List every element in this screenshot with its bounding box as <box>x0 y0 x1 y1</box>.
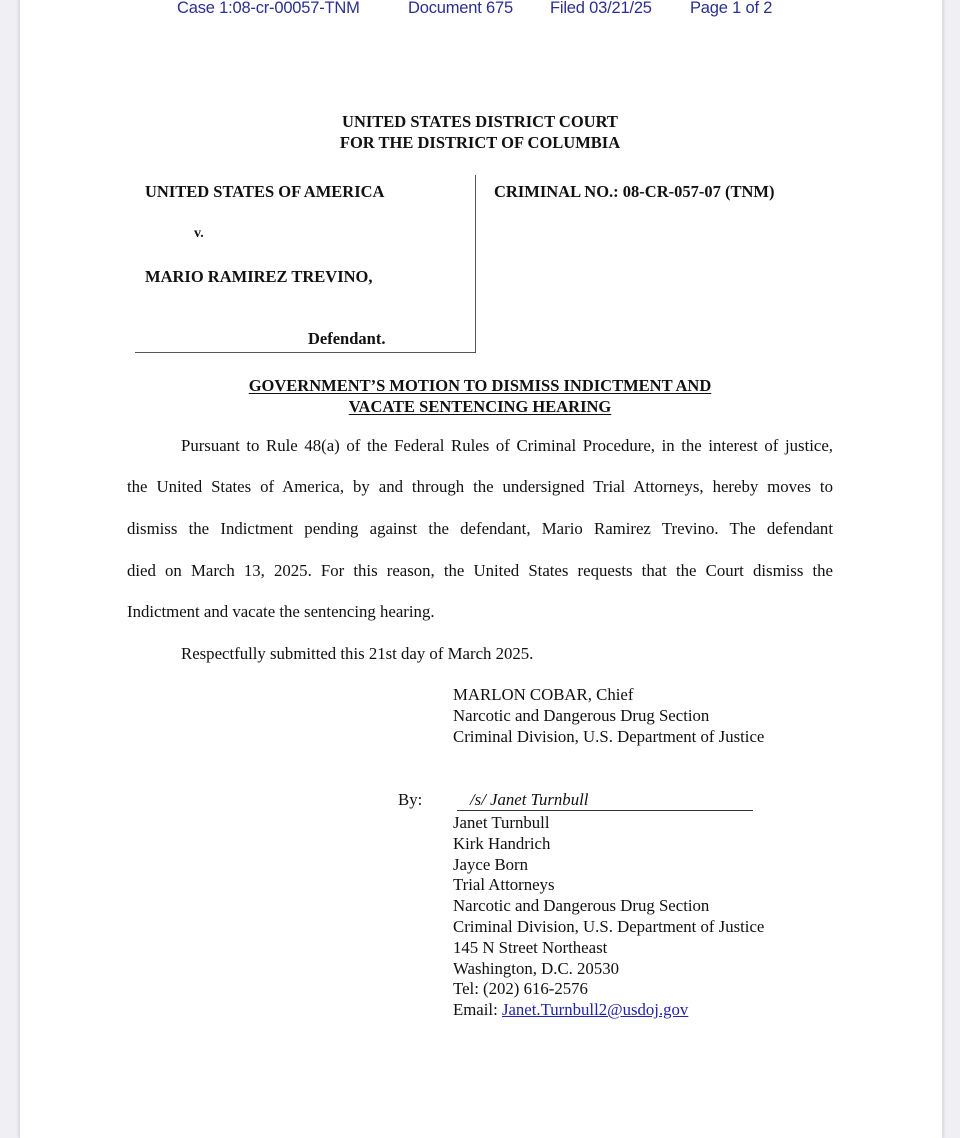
signature-line <box>457 790 753 811</box>
body-line-2: the United States of America, by and through the undersigned Trial Attorneys, hereby moves to <box>127 477 833 496</box>
chief-line-3: Criminal Division, U.S. Department of Justice <box>453 726 765 746</box>
by-label: By: <box>398 790 423 809</box>
chief-line-2: Narcotic and Dangerous Drug Section <box>453 705 710 725</box>
page-indicator: Page 1 of 2 <box>690 0 773 17</box>
criminal-number: CRIMINAL NO.: 08-CR-057-07 (TNM) <box>494 182 775 201</box>
submission-date: Respectfully submitted this 21st day of March 2025. <box>181 644 534 663</box>
court-name <box>0 111 960 153</box>
attorney-line: Trial Attorneys <box>453 875 555 895</box>
attorney-block <box>453 813 764 1021</box>
document-number: Document 675 <box>408 0 513 17</box>
email-link[interactable]: Janet.Turnbull2@usdoj.gov <box>501 1000 689 1020</box>
case-number: Case 1:08-cr-00057-TNM <box>177 0 360 17</box>
caption-defendant-label: Defendant. <box>308 329 386 348</box>
attorney-line: 145 N Street Northeast <box>453 937 608 957</box>
attorney-line: Narcotic and Dangerous Drug Section <box>453 896 710 916</box>
caption-versus: v. <box>194 226 204 241</box>
motion-title-line-1: GOVERNMENT’S MOTION TO DISMISS INDICTMENT AND <box>248 376 712 395</box>
email-label: Email: <box>453 1000 502 1020</box>
attorney-line: Jayce Born <box>453 854 529 874</box>
attorney-line: Criminal Division, U.S. Department of Justice <box>453 916 765 936</box>
body-line-1: Pursuant to Rule 48(a) of the Federal Rules of Criminal Procedure, in the interest of justice, <box>181 436 833 455</box>
caption-defendant-name: MARIO RAMIREZ TREVINO, <box>145 267 373 286</box>
motion-title <box>0 375 960 417</box>
attorney-line: Kirk Handrich <box>453 833 551 853</box>
caption-divider-horizontal <box>135 352 476 353</box>
caption-divider-vertical <box>475 175 476 353</box>
electronic-signature: /s/ Janet Turnbull <box>470 790 589 809</box>
court-line-2: FOR THE DISTRICT OF COLUMBIA <box>339 133 621 152</box>
body-line-5: Indictment and vacate the sentencing hearing. <box>127 602 435 621</box>
body-line-4: died on March 13, 2025. For this reason, the United States requests that the Court dismiss the <box>127 561 833 580</box>
attorney-line: Janet Turnbull <box>453 813 550 832</box>
filed-date: Filed 03/21/25 <box>550 0 652 17</box>
body-line-3: dismiss the Indictment pending against the defendant, Mario Ramirez Trevino. The defendant <box>127 519 833 538</box>
caption-plaintiff: UNITED STATES OF AMERICA <box>145 182 385 201</box>
chief-line-1: MARLON COBAR, Chief <box>453 685 634 704</box>
court-line-1: UNITED STATES DISTRICT COURT <box>342 112 618 131</box>
attorney-line: Washington, D.C. 20530 <box>453 958 619 978</box>
motion-title-line-2: VACATE SENTENCING HEARING <box>348 397 612 416</box>
chief-block <box>453 685 764 747</box>
attorney-line: Tel: (202) 616-2576 <box>453 979 588 999</box>
email-line <box>453 1000 764 1021</box>
